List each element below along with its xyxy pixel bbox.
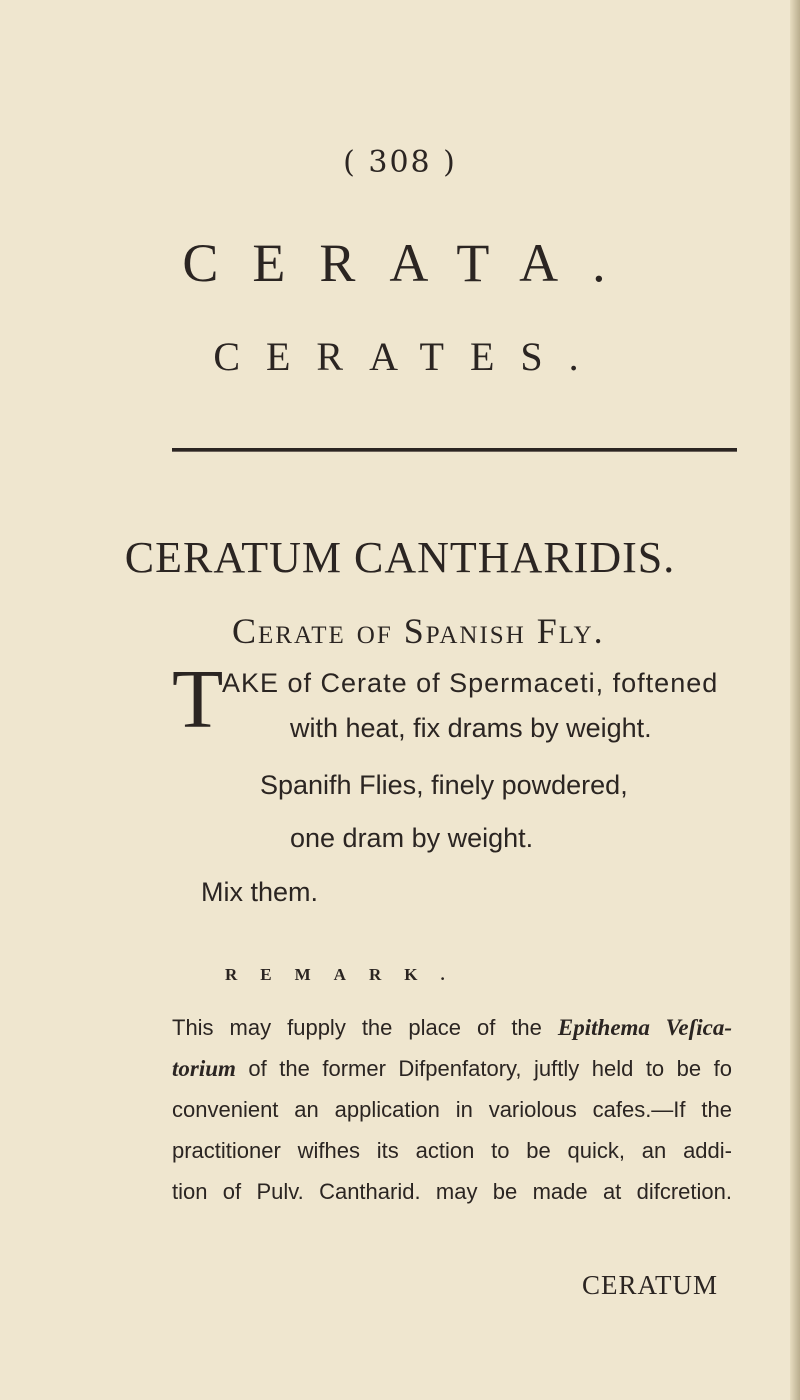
remark-line	[172, 1048, 732, 1089]
recipe-line: Spanifh Flies, finely powdered,	[260, 770, 628, 800]
page-number: ( 308 )	[343, 145, 457, 180]
remark-latin-term: torium	[172, 1056, 236, 1081]
remark-line	[172, 1007, 732, 1048]
drop-cap: T	[172, 653, 224, 746]
recipe-line: Mix them.	[201, 877, 319, 907]
section-heading-english: CERATES.	[213, 334, 605, 379]
remark-line: tion of Pulv. Cantharid. may be made at difcretion.	[172, 1179, 732, 1204]
recipe-title: CERATUM CANTHARIDIS.	[124, 533, 676, 582]
remark-heading: REMARK.	[225, 965, 468, 984]
remark-latin-term: Epithema Veſica-	[557, 1015, 732, 1040]
section-heading-latin: CERATA.	[182, 233, 640, 293]
remark-line: practitioner wifhes its action to be quick, an addi-	[172, 1138, 732, 1163]
recipe-line: one dram by weight.	[290, 823, 534, 853]
heading-rule	[172, 448, 737, 452]
recipe-line: with heat, fix drams by weight.	[290, 713, 652, 743]
remark-text: of the former Difpenfatory, juftly held to be fo	[248, 1056, 732, 1081]
page-edge	[790, 0, 800, 1400]
remark-line: convenient an application in variolous cafes.—If the	[172, 1097, 732, 1122]
remark-paragraph	[172, 1007, 732, 1212]
remark-text: This may fupply the place of the	[172, 1015, 542, 1040]
recipe-line: AKE of Cerate of Spermaceti, foftened	[222, 668, 719, 698]
catchword: CERATUM	[582, 1270, 719, 1300]
recipe-subtitle: Cerate of Spanish Fly.	[232, 611, 605, 651]
